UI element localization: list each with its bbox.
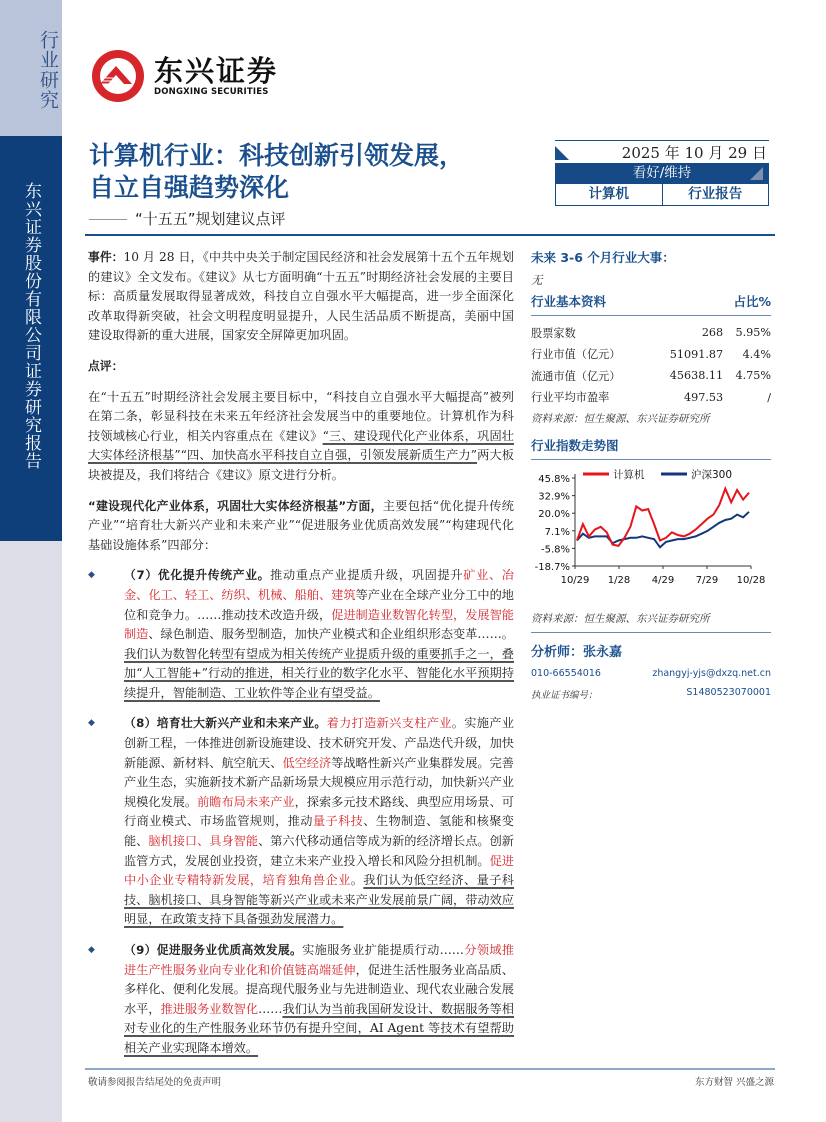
x-tick-label: 10/28 xyxy=(736,575,766,586)
bold-text: 点评： xyxy=(88,358,124,373)
highlight-text: 促进制造业数智化转型，发展智能制造 xyxy=(124,607,514,642)
y-tick-label: 20.0% xyxy=(538,509,570,521)
report-date: 2025 年 10 月 29 日 xyxy=(621,144,767,162)
basics-share: / xyxy=(767,390,771,404)
x-tick-label: 1/28 xyxy=(607,575,631,586)
rating-triangle-icon xyxy=(750,167,763,180)
basics-row xyxy=(531,322,771,344)
subtitle-text: “十五五”规划建议点评 xyxy=(135,210,286,228)
footer-disclaimer: 敬请参阅报告结尾处的免责声明 xyxy=(88,1077,222,1088)
basics-share-header: 占比% xyxy=(733,294,771,309)
basics-value: 497.53 xyxy=(684,390,724,404)
underlined-text: 我们认为当前我国研发设计、数据服务等相对专业化的生产性服务业环节仍有提升空间，AI Agent 等技术有望帮助相关产业实现降本增效。 xyxy=(124,1001,514,1055)
events-value: 无 xyxy=(531,273,543,287)
x-tick-label: 4/29 xyxy=(651,575,675,586)
highlight-text: 分领域推进生产性服务业向专业化和价值链高端延伸 xyxy=(124,943,515,977)
diamond-bullet-icon: ◆ xyxy=(88,945,95,955)
license-number: S1480523070001 xyxy=(686,687,771,698)
basics-title: 行业基本资料 xyxy=(531,294,607,309)
text-segment: 。实施产业创新工程，一体推进创新设施建设、技术研究开发、产品迭代升级，加快新能源、新材料、航空航天、 xyxy=(124,716,515,770)
underlined-text: 我们认为低空经济、量子科技、脑机接口、具身智能等新兴产业或未来产业发展前景广阔，带动效应明显，在政策支持下具备强劲发展潜力。 xyxy=(124,873,514,927)
analyst-contact xyxy=(531,668,771,679)
basics-share: 4.75% xyxy=(735,369,771,383)
bullet-paragraph xyxy=(88,714,514,930)
y-tick-label: -5.8% xyxy=(540,544,570,556)
diamond-bullet-icon: ◆ xyxy=(88,718,95,729)
diamond-bullet-icon: ◆ xyxy=(88,570,95,581)
basics-row xyxy=(531,344,771,366)
underlined-text: 我们认为数智化转型有望成为相关传统产业提质升级的重要抓手之一，叠加“人工智能+”行动的推进，相关行业的数字化水平、智能化水平预期持续提升，智能制造、工业软件等企业有望受益。 xyxy=(124,646,514,700)
paragraph xyxy=(88,357,514,377)
basics-table xyxy=(531,322,771,408)
basics-label: 行业市值（亿元） xyxy=(531,348,621,362)
legend-label: 计算机 xyxy=(613,469,645,481)
industry-tag: 计算机 xyxy=(556,184,663,205)
index-trend-chart xyxy=(531,460,771,605)
text-segment: 两大板块被提及，我们将结合《建议》原文进行分析。 xyxy=(88,448,514,482)
text-segment: 等战略性新兴产业集群发展。完善产业生态，实施新技术新产品新场景大规模应用示范行动，加快新兴产业规模化发展。 xyxy=(124,755,514,809)
report-title xyxy=(89,140,464,204)
text-segment: 、绿色制造、服务型制造，加快产业模式和企业组织形态变革……。 xyxy=(148,627,514,642)
right-column xyxy=(531,248,771,701)
logo-cn-text: 东兴证券 xyxy=(154,54,279,88)
bold-text: （7）优化提升传统产业。 xyxy=(124,568,271,583)
highlight-text: 促进中小企业专精特新发展，培育独角兽企业 xyxy=(124,853,514,888)
text-segment: 10 月 28 日，《中共中央关于制定国民经济和社会发展第十五个五年规划的建议》全文发布。《建议》从七方面明确“十五五”时期经济社会发展的主要目标：高质量发展取得显著成效，科技自立自强水平大幅提高，进一步全面深化改革取得新突破，社会文明程度明显提升，人民生活品质不断提高，美丽中国建设取得新的重大进展，国家安全屏障更加巩固。 xyxy=(88,250,514,343)
rating-text: 看好/维持 xyxy=(632,165,692,181)
analyst-license xyxy=(531,687,771,701)
text-segment: 推动重点产业提质升级，巩固提升 xyxy=(270,568,464,583)
text-segment: 主要包括“优化提升传统产业”“培育壮大新兴产业和未来产业”“促进服务业优质高效发展”“构建现代化基础设施体系”四部分： xyxy=(88,498,514,552)
chart-source: 资料来源：恒生聚源、东兴证券研究所 xyxy=(531,613,710,625)
analyst-divider xyxy=(531,632,771,633)
y-tick-label: 7.1% xyxy=(544,526,570,538)
text-segment: 在“十五五”时期经济社会发展主要目标中，“科技自立自强水平大幅提高”被列在第二条，彰显科技在未来五年经济社会发展当中的重要地位。计算机作为科技领域核心行业，相关内容重点在《建议》 xyxy=(88,389,514,443)
highlight-text: 前瞻布局未来产业 xyxy=(197,794,295,809)
analyst-phone: 010-66554016 xyxy=(531,668,601,679)
analyst-title: 分析师：张永嘉 xyxy=(531,645,623,660)
paragraph xyxy=(88,248,514,346)
report-date-row xyxy=(555,140,769,163)
basics-row xyxy=(531,387,771,409)
footer-slogan: 东方财智 兴盛之源 xyxy=(694,1077,774,1088)
bullet-paragraph xyxy=(88,941,514,1059)
basics-label: 流通市值（亿元） xyxy=(531,369,621,383)
company-logo xyxy=(90,48,278,104)
rating-bar xyxy=(555,163,769,184)
title-line-2: 自立自强趋势深化 xyxy=(89,173,290,202)
bold-text: “建设现代化产业体系，巩固壮大实体经济根基”方面， xyxy=(88,498,383,513)
events-title: 未来 3-6 个月行业大事： xyxy=(531,250,675,265)
report-info-box xyxy=(555,140,769,206)
logo-emblem-icon xyxy=(90,48,146,104)
bullet-paragraph xyxy=(88,566,514,703)
text-segment: 实施服务业扩能提质行动…… xyxy=(302,943,464,957)
paragraph xyxy=(88,497,514,556)
highlight-text: 量子科技 xyxy=(312,814,364,829)
text-segment: ，探索多元技术路线、典型应用场景、可行商业模式、市场监管规则，推动 xyxy=(124,794,514,829)
sidebar xyxy=(0,0,62,1122)
highlight-text: 脑机接口、具身智能 xyxy=(148,834,259,849)
text-segment: 、生物制造、氢能和核聚变能、 xyxy=(124,814,514,849)
underlined-text: “三、建设现代化产业体系，巩固壮大实体经济根基”“四、加快高水平科技自立自强，引领发展新质生产力” xyxy=(88,428,514,463)
basics-row xyxy=(531,365,771,387)
header-divider xyxy=(85,234,775,236)
x-tick-label: 7/29 xyxy=(695,575,719,586)
sidebar-company-report: 东兴证券股份有限公司证券研究报告 xyxy=(21,182,41,470)
basics-header xyxy=(531,292,771,310)
footer-divider xyxy=(85,1068,775,1070)
bold-text: 事件： xyxy=(88,250,124,264)
title-line-1: 计算机行业：科技创新引领发展， xyxy=(89,141,465,170)
report-subtitle xyxy=(89,208,286,229)
basics-value: 51091.87 xyxy=(669,347,724,361)
bold-text: （8）培育壮大新兴产业和未来产业。 xyxy=(124,716,327,731)
license-label: 执业证书编号： xyxy=(531,690,598,701)
y-tick-label: 45.8% xyxy=(538,474,570,485)
sidebar-category: 行业研究 xyxy=(37,30,59,110)
y-tick-label: 32.9% xyxy=(538,491,570,503)
basics-share: 5.95% xyxy=(735,326,771,340)
text-segment: ，促进生活性服务业高品质、多样化、便利化发展。提高现代服务业与先进制造业、现代农业融合发展水平， xyxy=(124,962,514,1016)
basics-value: 45638.11 xyxy=(669,369,724,383)
text-segment: 、第六代移动通信等成为新的经济增长点。创新监管方式，发展创业投资，建立未来产业投入增长和风险分担机制。 xyxy=(124,834,514,868)
basics-value: 268 xyxy=(701,326,724,340)
analyst-email[interactable]: zhangyj-yjs@dxzq.net.cn xyxy=(652,668,771,679)
text-segment: 等产业在全球产业分工中的地位和竞争力。……推动技术改造升级， xyxy=(124,587,514,622)
report-type-tag: 行业报告 xyxy=(688,186,743,202)
basics-share: 4.4% xyxy=(742,347,771,361)
y-tick-label: -18.7% xyxy=(534,562,570,573)
main-body xyxy=(88,248,514,1070)
subtitle-dash xyxy=(89,219,127,220)
basics-label: 行业平均市盈率 xyxy=(531,391,610,405)
report-tags xyxy=(555,184,769,206)
basics-source: 资料来源：恒生聚源、东兴证券研究所 xyxy=(531,413,710,425)
basics-divider xyxy=(531,315,771,316)
logo-en-text: DONGXING SECURITIES xyxy=(154,87,269,97)
highlight-text: 矿业、冶金、化工、轻工、纺织、机械、船舶、建筑 xyxy=(124,568,514,602)
highlight-text: 推进服务业数智化 xyxy=(160,1001,259,1016)
bold-text: （9）促进服务业优质高效发展。 xyxy=(124,943,303,957)
chart-title: 行业指数走势图 xyxy=(531,438,619,453)
text-segment: …… xyxy=(258,1001,283,1016)
highlight-text: 低空经济 xyxy=(282,755,332,770)
paragraph xyxy=(88,388,514,486)
legend-label: 沪深300 xyxy=(691,469,733,481)
text-segment: 。 xyxy=(350,873,364,888)
x-tick-label: 10/29 xyxy=(560,575,590,586)
corner-triangle-icon xyxy=(555,146,569,160)
highlight-text: 着力打造新兴支柱产业 xyxy=(326,716,452,731)
basics-label: 股票家数 xyxy=(531,326,576,340)
